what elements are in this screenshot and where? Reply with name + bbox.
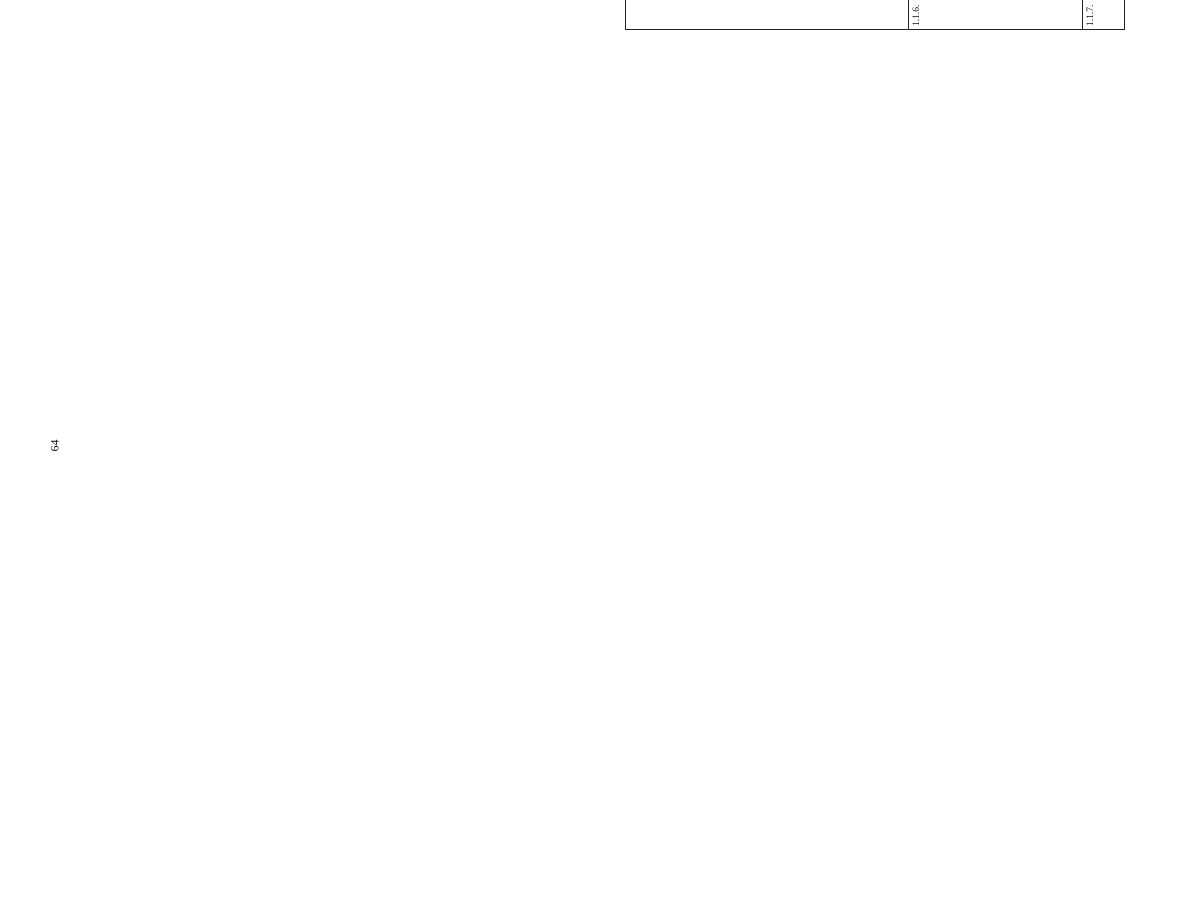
row-number: 1.1.7.: [1082, 0, 1124, 30]
rotated-page-content: [625, 0, 1195, 30]
page-number: 64: [47, 439, 62, 452]
row-number: 1.1.6.: [908, 0, 1082, 30]
table-row: [1082, 0, 1124, 30]
cell-num: [626, 0, 909, 30]
activities-table: [625, 0, 1125, 30]
table-row: [908, 0, 1082, 30]
table-row-continuation: [626, 0, 909, 30]
